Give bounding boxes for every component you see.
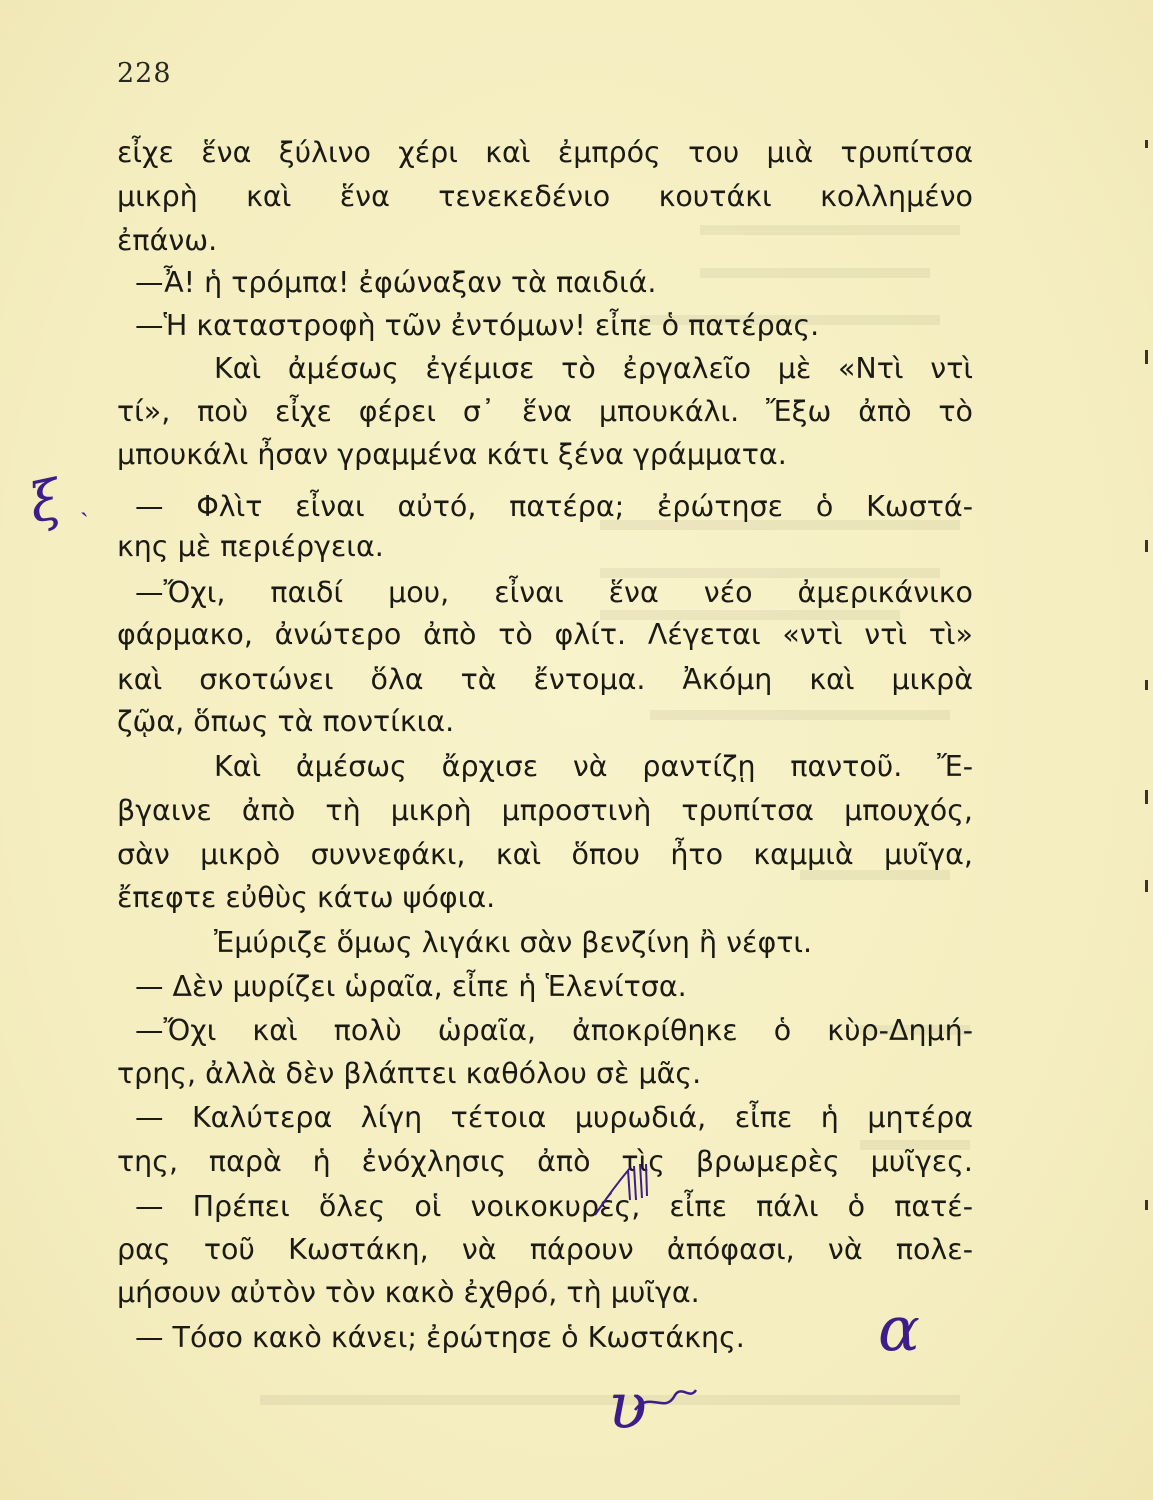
text-line: φάρμακο, ἀνώτερο ἀπὸ τὸ φλίτ. Λέγεται «ντὶ ντὶ τὶ» [117,618,973,651]
text-line: Καὶ ἀμέσως ἄρχισε νὰ ραντίζῃ παντοῦ. Ἔ- [214,750,973,783]
ink-scribble-icon [590,1160,670,1220]
dialogue-line: —Ὄχι καὶ πολὺ ὡραῖα, ἀποκρίθηκε ὁ κὺρ-Δημή- [135,1014,973,1047]
dialogue-line: — Καλύτερα λίγη τέτοια μυρωδιά, εἶπε ἡ μητέρα [135,1101,973,1134]
text-line: τί», ποὺ εἶχε φέρει σ᾽ ἕνα μπουκάλι. Ἔξω ἀπὸ τὸ [117,395,973,428]
page-number: 228 [117,58,172,89]
text-line: ζῷα, ὅπως τὰ ποντίκια. [117,705,455,738]
text-line: Καὶ ἀμέσως ἐγέμισε τὸ ἐργαλεῖο μὲ «Ντὶ ντὶ [214,352,973,385]
text-line: κης μὲ περιέργεια. [117,530,384,563]
text-line: της, παρὰ ἡ ἐνόχλησις ἀπὸ τὶς βρωμερὲς μυῖγες. [117,1145,973,1178]
margin-tick-icon: ˏ [80,488,89,518]
text-line: σὰν μικρὸ συννεφάκι, καὶ ὅπου ἦτο καμμιὰ μυῖγα, [117,838,973,871]
text-line: ρας τοῦ Κωστάκη, νὰ πάρουν ἀπόφασι, νὰ πολε- [117,1233,973,1266]
text-line: ἔπεφτε εὐθὺς κάτω ψόφια. [117,881,496,914]
dialogue-line: —Ἡ καταστροφὴ τῶν ἐντόμων! εἶπε ὁ πατέρας. [135,309,820,342]
edge-marks [1140,120,1153,1220]
text-line: καὶ σκοτώνει ὅλα τὰ ἔντομα. Ἀκόμη καὶ μικρὰ [117,663,973,696]
dialogue-line: — Πρέπει ὅλες οἱ νοικοκυρές, εἶπε πάλι ὁ πατέ- [135,1190,973,1223]
text-line: ἐπάνω. [117,224,218,257]
handwritten-bottom-mark: υ [608,1370,647,1444]
text-line: βγαινε ἀπὸ τὴ μικρὴ μπροστινὴ τρυπίτσα μπουχός, [117,794,973,827]
dialogue-line: — Φλὶτ εἶναι αὐτό, πατέρα; ἐρώτησε ὁ Κωστά- [135,490,973,523]
text-line: εἶχε ἕνα ξύλινο χέρι καὶ ἐμπρός του μιὰ τρυπίτσα [117,136,973,169]
ink-tail-icon [630,1380,700,1420]
dialogue-line: —Ὄχι, παιδί μου, εἶναι ἕνα νέο ἀμερικάνικο [135,576,973,609]
dialogue-line: — Δὲν μυρίζει ὡραῖα, εἶπε ἡ Ἑλενίτσα. [135,970,687,1003]
margin-handwritten-mark: ξ [23,467,66,536]
handwritten-letter-mark: α [878,1292,920,1365]
dialogue-line: — Τόσο κακὸ κάνει; ἐρώτησε ὁ Κωστάκης. [135,1321,745,1354]
text-line: τρης, ἀλλὰ δὲν βλάπτει καθόλου σὲ μᾶς. [117,1057,702,1090]
text-line: μπουκάλι ἦσαν γραμμένα κάτι ξένα γράμματα. [117,438,787,471]
text-line: μικρὴ καὶ ἕνα τενεκεδένιο κουτάκι κολλημένο [117,180,973,213]
dialogue-line: —Ἆ! ἡ τρόμπα! ἐφώναξαν τὰ παιδιά. [135,266,657,299]
text-line: μήσουν αὐτὸν τὸν κακὸ ἐχθρό, τὴ μυῖγα. [117,1276,700,1309]
text-line: Ἐμύριζε ὅμως λιγάκι σὰν βενζίνη ἢ νέφτι. [214,926,813,959]
